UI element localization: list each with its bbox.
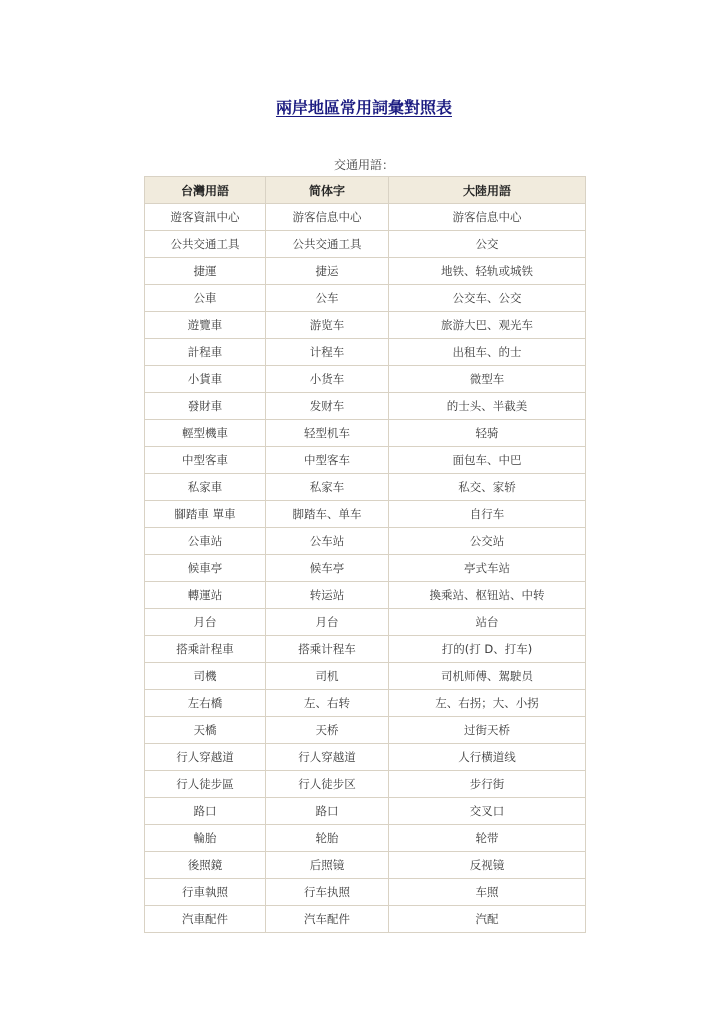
table-row [145,582,586,609]
cell-simplified: 左、右转 [266,690,389,717]
cell-taiwan-term: 小貨車 [145,366,266,393]
cell-simplified: 轮胎 [266,825,389,852]
cell-taiwan-term: 遊客資訊中心 [145,204,266,231]
cell-simplified: 公车 [266,285,389,312]
table-row [145,609,586,636]
cell-simplified: 轻型机车 [266,420,389,447]
cell-mainland-term: 換乘站、枢钮站、中转 [389,582,586,609]
cell-taiwan-term: 轉運站 [145,582,266,609]
cell-simplified: 天桥 [266,717,389,744]
table-row [145,393,586,420]
cell-mainland-term: 公交站 [389,528,586,555]
cell-mainland-term: 地铁、轻轨或城铁 [389,258,586,285]
cell-taiwan-term: 公車 [145,285,266,312]
cell-taiwan-term: 天橋 [145,717,266,744]
table-row [145,879,586,906]
cell-taiwan-term: 輪胎 [145,825,266,852]
table-row [145,744,586,771]
cell-mainland-term: 自行车 [389,501,586,528]
table-row [145,366,586,393]
table-row [145,474,586,501]
cell-simplified: 私家车 [266,474,389,501]
cell-mainland-term: 轻骑 [389,420,586,447]
table-row [145,231,586,258]
cell-taiwan-term: 腳踏車 單車 [145,501,266,528]
cell-taiwan-term: 輕型機車 [145,420,266,447]
table-row [145,852,586,879]
cell-taiwan-term: 月台 [145,609,266,636]
cell-mainland-term: 出租车、的士 [389,339,586,366]
cell-taiwan-term: 候車亭 [145,555,266,582]
table-row [145,501,586,528]
cell-mainland-term: 打的(打 D、打车) [389,636,586,663]
cell-simplified: 路口 [266,798,389,825]
vocabulary-table [144,176,586,933]
cell-simplified: 计程车 [266,339,389,366]
cell-mainland-term: 微型车 [389,366,586,393]
table-row [145,906,586,933]
table-row [145,663,586,690]
table-body [145,204,586,933]
header-simplified: 简体字 [266,177,389,204]
cell-mainland-term: 人行横道线 [389,744,586,771]
cell-simplified: 公共交通工具 [266,231,389,258]
cell-taiwan-term: 遊覽車 [145,312,266,339]
table-row [145,312,586,339]
page-title-text: 兩岸地區常用詞彙對照表 [275,98,452,117]
cell-simplified: 游览车 [266,312,389,339]
table-row [145,825,586,852]
header-mainland-term: 大陸用語 [389,177,586,204]
cell-simplified: 汽车配件 [266,906,389,933]
cell-taiwan-term: 公車站 [145,528,266,555]
cell-mainland-term: 轮带 [389,825,586,852]
cell-mainland-term: 步行街 [389,771,586,798]
cell-mainland-term: 过街天桥 [389,717,586,744]
table-header-row [145,177,586,204]
cell-simplified: 候车亭 [266,555,389,582]
cell-mainland-term: 的士头、半截美 [389,393,586,420]
cell-taiwan-term: 發財車 [145,393,266,420]
table-row [145,798,586,825]
table-row [145,447,586,474]
cell-taiwan-term: 行人穿越道 [145,744,266,771]
table-row [145,717,586,744]
table-row [145,690,586,717]
cell-taiwan-term: 司機 [145,663,266,690]
cell-mainland-term: 站台 [389,609,586,636]
table-row [145,771,586,798]
cell-taiwan-term: 汽車配件 [145,906,266,933]
table-row [145,636,586,663]
table-row [145,204,586,231]
cell-mainland-term: 反视镜 [389,852,586,879]
table-row [145,555,586,582]
section-subtitle: 交通用語： [333,158,394,172]
cell-mainland-term: 公交 [389,231,586,258]
cell-mainland-term: 司机师傅、駕駛员 [389,663,586,690]
page-title [0,97,728,119]
cell-taiwan-term: 公共交通工具 [145,231,266,258]
cell-simplified: 小货车 [266,366,389,393]
cell-simplified: 司机 [266,663,389,690]
cell-taiwan-term: 私家車 [145,474,266,501]
cell-taiwan-term: 左右橋 [145,690,266,717]
cell-mainland-term: 面包车、中巴 [389,447,586,474]
cell-mainland-term: 汽配 [389,906,586,933]
cell-taiwan-term: 計程車 [145,339,266,366]
table-row [145,528,586,555]
cell-simplified: 中型客车 [266,447,389,474]
cell-simplified: 月台 [266,609,389,636]
cell-taiwan-term: 捷運 [145,258,266,285]
cell-simplified: 搭乘计程车 [266,636,389,663]
cell-taiwan-term: 後照鏡 [145,852,266,879]
cell-taiwan-term: 路口 [145,798,266,825]
cell-simplified: 转运站 [266,582,389,609]
cell-simplified: 后照镜 [266,852,389,879]
cell-simplified: 行车执照 [266,879,389,906]
cell-taiwan-term: 中型客車 [145,447,266,474]
cell-simplified: 捷运 [266,258,389,285]
cell-taiwan-term: 行車執照 [145,879,266,906]
cell-taiwan-term: 行人徒步區 [145,771,266,798]
cell-mainland-term: 游客信息中心 [389,204,586,231]
cell-simplified: 脚踏车、单车 [266,501,389,528]
cell-mainland-term: 亭式车站 [389,555,586,582]
cell-simplified: 行人徒步区 [266,771,389,798]
cell-mainland-term: 车照 [389,879,586,906]
table-row [145,258,586,285]
cell-simplified: 游客信息中心 [266,204,389,231]
cell-mainland-term: 公交车、公交 [389,285,586,312]
cell-mainland-term: 交叉口 [389,798,586,825]
cell-simplified: 公车站 [266,528,389,555]
table-row [145,339,586,366]
cell-mainland-term: 私交、家轿 [389,474,586,501]
cell-taiwan-term: 搭乘計程車 [145,636,266,663]
cell-mainland-term: 旅游大巴、观光车 [389,312,586,339]
table-row [145,285,586,312]
cell-simplified: 行人穿越道 [266,744,389,771]
cell-mainland-term: 左、右拐；大、小拐 [389,690,586,717]
header-taiwan-term: 台灣用語 [145,177,266,204]
cell-simplified: 发财车 [266,393,389,420]
table-row [145,420,586,447]
